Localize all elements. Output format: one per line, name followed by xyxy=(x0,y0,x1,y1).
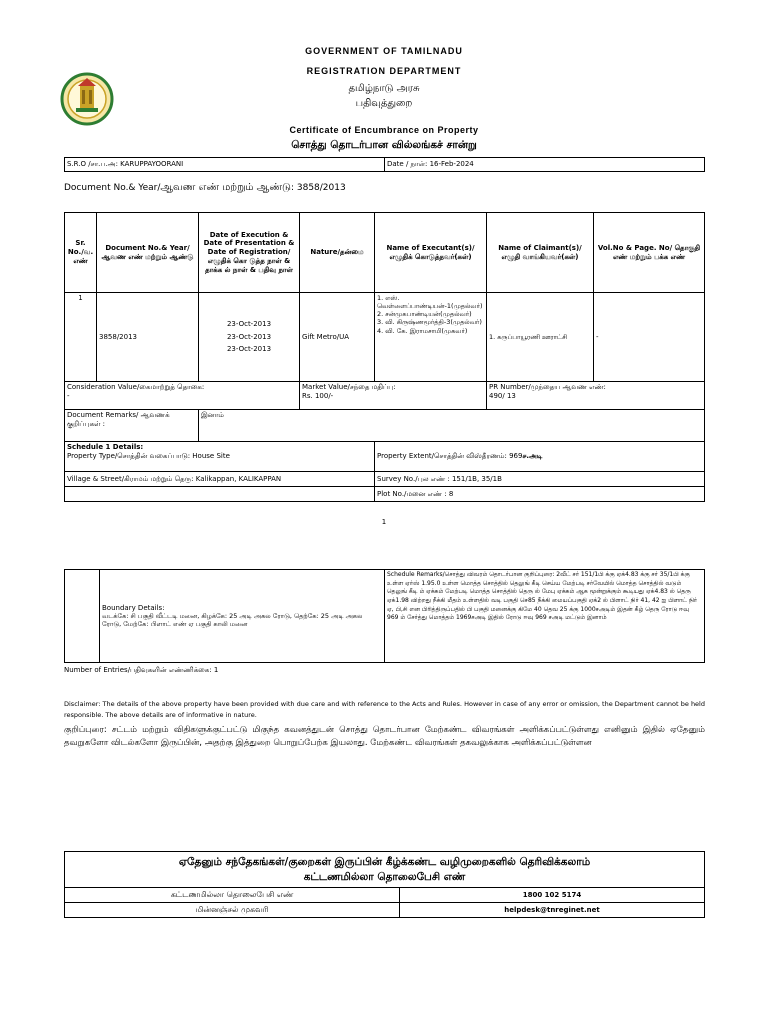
property-extent-text: Property Extent/சொத்தின் விஸ்தீரணம்: 969 xyxy=(377,452,523,461)
property-extent-unit: ச.அடி xyxy=(522,452,543,461)
certificate-title: Certificate of Encumbrance on Property xyxy=(289,125,479,135)
date-cell: Date / நாள்: 16-Feb-2024 xyxy=(385,158,705,172)
boundary-title: Boundary Details: xyxy=(102,603,165,612)
market-value-label: Market Value/சந்தை மதிப்பு: xyxy=(302,383,396,391)
row-vol: - xyxy=(594,293,705,382)
executant-4: 4. வி. கே. இராமசாமி(முகவர்) xyxy=(377,326,468,335)
phone-label: கட்டணமில்லா தொலைபேசி எண் xyxy=(65,888,400,903)
property-extent xyxy=(375,442,705,472)
col-header-executant: Name of Executant(s)/ எழுதிக் கொடுத்தவர்(கள்) xyxy=(375,213,487,293)
village-street: Village & Street/கிராமம் மற்றும் தெரு: Kalikappan, KALIKAPPAN xyxy=(65,472,375,487)
sro-cell: S.R.O /சா.ப.அ: KARUPPAYOORANI xyxy=(65,158,385,172)
certificate-title-tamil: சொத்து தொடர்பான வில்லங்கச் சான்று xyxy=(291,139,477,151)
helpdesk-heading xyxy=(65,852,705,888)
date-presentation: 23-Oct-2013 xyxy=(226,332,272,341)
row-nature: Gift Metro/UA xyxy=(300,293,375,382)
email-address[interactable]: helpdesk@tnreginet.net xyxy=(400,903,705,918)
empty-cell xyxy=(65,487,375,502)
row-dates xyxy=(199,293,300,382)
executant-2: 2. சன்முகபாண்டியன்(முதல்வர்) xyxy=(377,310,472,319)
phone-number[interactable]: 1800 102 5174 xyxy=(400,888,705,903)
pr-number-cell xyxy=(487,382,705,410)
document-number-label: Document No.& Year/ xyxy=(64,183,161,193)
email-label: மின்னஞ்சல் முகவரி xyxy=(65,903,400,918)
schedule-cell xyxy=(65,442,375,472)
property-type: Property Type/சொத்தின் வகைப்பாடு: House Site xyxy=(67,451,230,460)
row-sr: 1 xyxy=(65,293,97,382)
date-registration: 23-Oct-2013 xyxy=(226,345,272,354)
document-number-value: : 3858/2013 xyxy=(290,183,346,193)
header-department: REGISTRATION DEPARTMENT xyxy=(306,66,462,76)
helpdesk-table xyxy=(64,851,705,918)
survey-number: Survey No./புல எண் : 151/1B, 35/1B xyxy=(375,472,705,487)
col-header-vol: Vol.No & Page. No/ தொகுதி எண் மற்றும் பக்க எண் xyxy=(594,213,705,293)
row-claimant: 1. கருப்பாயூரணி ஊராட்சி xyxy=(487,293,594,382)
col-header-sr: Sr. No./வ. எண் xyxy=(65,213,97,293)
row-executants xyxy=(375,293,487,382)
header-government: GOVERNMENT OF TAMILNADU xyxy=(305,46,463,56)
row-document: 3858/2013 xyxy=(97,293,199,382)
helpdesk-heading-line2: கட்டணமில்லா தொலைபேசி எண் xyxy=(303,870,466,883)
pr-number-value: 490/ 13 xyxy=(489,391,516,400)
market-value-cell xyxy=(300,382,487,410)
boundary-cell xyxy=(100,570,385,663)
helpdesk-heading-line1: ஏதேனும் சந்தேகங்கள்/குறைகள் இருப்பின் கீழ்க்கண்ட வழிமுறைகளில் தெரிவிக்கலாம் xyxy=(178,855,591,868)
remarks-label: Document Remarks/ ஆவணக் குறிப்புகள் : xyxy=(65,410,199,442)
document-number-line xyxy=(64,182,346,194)
number-of-entries: Number of Entries/பதிவுகளின் எண்ணிக்கை: 1 xyxy=(64,666,219,674)
schedule-title: Schedule 1 Details: xyxy=(67,443,144,451)
encumbrance-table xyxy=(64,212,705,502)
col-header-dates: Date of Execution & Date of Presentation & Date of Registration/ எழுதிக் கொ டுத்த நாள் & தாக்க ல் நாள் & பதிவு நாள் xyxy=(199,213,300,293)
boundary-text: வடக்கே: சி பகுதி வீட்டடி மனை, கிழக்கே: 25 அடி அகல ரோடு, தெற்கே: 25 அடி அகல ரோடு, மேற்கே: பிளாட் எண் ஏ பகுதி காலி மனை xyxy=(102,612,363,629)
col-header-document: Document No.& Year/ ஆவண எண் மற்றும் ஆண்டு xyxy=(97,213,199,293)
disclaimer-tamil: குறிப்புரை: சட்டம் மற்றும் விதிகளுக்குட்பட்டு மிகுந்த கவனத்துடன் சொத்து தொடர்பான மேற்கண்ட விவரங்கள் அளிக்கப்பட்டுள்ளது எனினும் இதில் ஏதேனும் தவறுகளோ விடல்களோ இருப்பின், அதற்கு இத்துறை பொறுப்பேற்க இயலாது. மேற்கண்ட விவரங்கள் தகவலுக்காக அளிக்கப்பட்டுள்ளன xyxy=(64,725,705,749)
document-number-label-tamil: ஆவண எண் மற்றும் ஆண்டு xyxy=(160,182,291,193)
market-value-value: Rs. 100/- xyxy=(302,391,334,400)
header-government-tamil: தமிழ்நாடு அரசு xyxy=(348,83,420,94)
table-row xyxy=(65,293,705,382)
consideration-label: Consideration Value/கைமாற்றுத் தொகை: xyxy=(67,383,205,391)
date-execution: 23-Oct-2013 xyxy=(226,319,272,328)
consideration-cell xyxy=(65,382,300,410)
sro-date-table xyxy=(64,157,705,172)
executant-1: 1. எஸ். வெள்ளைப்பாண்டியன்-1(முதல்வர்) xyxy=(377,294,483,311)
col-header-nature: Nature/தன்மை xyxy=(300,213,375,293)
pr-number-label: PR Number/முந்தைய ஆவண எண்: xyxy=(489,383,606,391)
schedule-remarks: Schedule Remarks/சொத்து விவரம் தொடர்பான குறிப்புரை: 2வீட் சர் 151/1பி க்கு ஏக்4.83 க்கு சர் 35/1பி க்கு உள்ள ஏர்ஸ் 1.95.0 உள்ள மொத்த சொத்தில் தெலுங் கீடி செய்ய மேற்படி சர்வேயில் மொத்த சொத்தில் வடும் தெலுங் கீடி ம் ஏக்கம் மேற்படி மொத்த சொத்தில் தெரு ல் மேபு ஏக்கம் ஆக மூன்றுக்கும் கூடியது ஏக்4.83 ல் தெரு ஏக்1.98 விற்றது நீக்கி மீதம் உள்ளதில் வடி பகுதி செ85 நீக்கி மையப்பகுதி ஏக்2 ல் பிளாட் நிர் 41, 42 ஐ பிளாட் நிர் ஏ, பி,சி என பிரித்திருப்பதில் பி பகுதி மனைக்கு கிமே 40 தெவ 25 க்கு 1000சஅடிம் இதன் கீழ் தெரு ரோடு ஈவு 969 ம் சேர்த்து மொத்தம் 1969சஅடி இதில் ரோடு ஈவு 969 சஅடி மட்டும் இனாம் xyxy=(385,570,705,663)
consideration-value: - xyxy=(67,391,70,400)
executant-3: 3. வி. கிருஷ்ணமூர்த்தி-3(முதல்வர்) xyxy=(377,318,482,327)
boundary-table xyxy=(64,569,705,663)
disclaimer-english: Disclaimer: The details of the above property have been provided with due care and with reference to the Acts and Rules. However in case of any error or omission, the Department cannot be held responsible. The above details are of informative in nature. xyxy=(64,700,705,720)
col-header-claimant: Name of Claimant(s)/எழுதி வாங்கியவர்(கள்) xyxy=(487,213,594,293)
header-department-tamil: பதிவுத்துறை xyxy=(355,98,413,109)
page-number: 1 xyxy=(381,518,387,526)
plot-number: Plot No./மனை எண் : 8 xyxy=(375,487,705,502)
remarks-value: இனாம் xyxy=(199,410,705,442)
boundary-empty-cell xyxy=(65,570,100,663)
